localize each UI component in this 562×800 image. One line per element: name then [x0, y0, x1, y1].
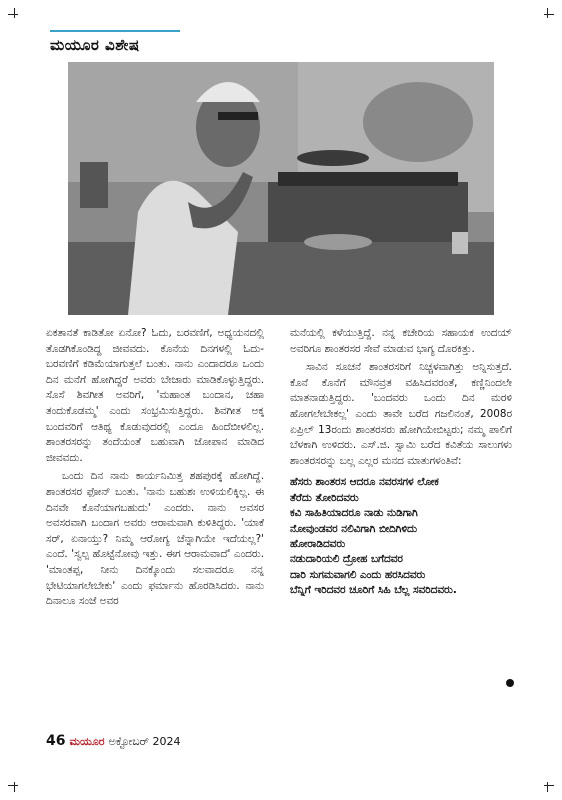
accent-bar — [50, 30, 180, 32]
crop-mark — [8, 775, 18, 786]
paragraph: ಮನೆಯಲ್ಲಿ ಕಳೆಯುತ್ತಿದ್ದೆ. ನನ್ನ ಕಚೇರಿಯ ಸಹಾಯಕ ಉದಯ್ ಅವರಿಗೂ ಶಾಂತರಸರ ಸೇವೆ ಮಾಡುವ ಭಾಗ್ಯ ದೊರಕಿತ್ತು. — [290, 327, 512, 355]
poem-line: ಬೆನ್ನಿಗೆ ಇರಿದವರ ಚೂರಿಗೆ ಸಿಹಿ ಬೆಲ್ಲ ಸವರಿದವರು. — [290, 584, 457, 597]
article-photo — [68, 62, 494, 315]
crop-mark — [544, 775, 554, 786]
magazine-logo: ಮಯೂರ — [69, 735, 105, 748]
paragraph: ಏಕತಾನತೆ ಕಾಡಿತೋ ಏನೋ? ಓದು, ಬರವಣಿಗೆ, ಅಧ್ಯಯನದಲ್ಲಿ ತೊಡಗಿಕೊಂಡಿದ್ದ ಜೀವವದು. ಕೊನೆಯ ದಿನಗಳಲ್ಲಿ ಓದು-ಬರವಣಿಗೆ ಕಡಿಮೆಯಾಗುತ್ತಲೆ ಬಂತು. ನಾನು ಎಂದಾದರೂ ಒಂದು ದಿನ ಮನೆಗೆ ಹೋಗಿದ್ದರೆ ಅವರು ಬೇಜಾರು ಮಾಡಿಕೊಳ್ಳುತ್ತಿದ್ದರು. ಸೊಸೆ ಶಿವಗೀತ ಅವರಿಗೆ, 'ಮಹಾಂತ ಬಂದಾನ, ಚಹಾ ತಂದುಕೊಡಮ್ಮ' ಎಂದು ಸಂಭ್ರಮಿಸುತ್ತಿದ್ದರು. ಶಿವಗೀತ ಅಕ್ಕ ಬಂದವರಿಗೆ ಆತಿಥ್ಯ ಕೊಡುವುದರಲ್ಲಿ ಎಂದೂ ಹಿಂದೆಬೀಳಲಿಲ್ಲ. ಶಾಂತರಸರನ್ನು ತಂದೆಯಂತೆ ಬಹುವಾಗಿ ಜೋಪಾನ ಮಾಡಿದ ಜೀವವದು. — [46, 327, 264, 464]
poem-line: ನೋವುಂಡವರ ನಲಿವಿಗಾಗಿ ಬೀದಿಗಿಳಿದು — [290, 522, 418, 535]
paragraph: ಸಾವಿನ ಸೂಚನೆ ಶಾಂತರಸರಿಗೆ ನಿಚ್ಚಳವಾಗಿತ್ತು ಅನ್ನಿಸುತ್ತದೆ. ಕೊನೆ ಕೊನೆಗೆ ಮೌನವ್ರತ ವಹಿಸಿದವರಂತೆ, ಕಣ್ಣಿನಿಂದಲೇ ಮಾತನಾಡುತ್ತಿದ್ದರು. 'ಬಂದವರು ಒಂದು ದಿನ ಮರಳಿ ಹೋಗಲೇಬೇಕಲ್ಲ' ಎಂದು ತಾವೇ ಬರೆದ ಗಜಲಿನಂತೆ, 2008ರ ಏಪ್ರಿಲ್ 13ರಂದು ಶಾಂತರಸರು ಹೋಗಿಯೇಬಿಟ್ಟರು; ನಮ್ಮ ಪಾಲಿಗೆ ಬೆಳಕಾಗಿ ಉಳಿದರು. ಎಸ್.ಜಿ. ಸ್ವಾಮಿ ಬರೆದ ಕವಿತೆಯ ಸಾಲುಗಳು ಶಾಂತರಸರನ್ನು ಬಲ್ಲ ಎಲ್ಲರ ಮನದ ಮಾತುಗಳಂತಿವೆ: — [290, 361, 512, 467]
poem-line: ಹೆಸರು ಶಾಂತರಸ ಆದರೂ ನವರಸಗಳ ಲೋಕ — [290, 476, 439, 489]
poem-line: ನಡುದಾರಿಯಲಿ ದ್ರೋಹ ಬಗೆದವರ — [290, 553, 403, 566]
crop-mark — [547, 782, 548, 792]
poem — [290, 475, 512, 598]
page-number: 46 — [46, 733, 66, 749]
issue-date: ಅಕ್ಟೋಬರ್ 2024 — [108, 735, 181, 748]
end-mark-icon — [506, 679, 514, 687]
poem-line: ದಾರಿ ಸುಗಮವಾಗಲಿ ಎಂದು ಹರಸಿದವರು — [290, 568, 426, 581]
crop-mark — [14, 782, 15, 792]
left-column — [46, 326, 264, 613]
poem-line: ಹೋರಾಡಿದವರು — [290, 537, 346, 550]
crop-mark — [14, 8, 15, 18]
section-title: ಮಯೂರ ವಿಶೇಷ — [50, 36, 140, 54]
poem-line: ತೆರೆದು ತೋರಿದವರು — [290, 491, 359, 504]
crop-mark — [544, 14, 554, 25]
right-column — [290, 326, 512, 599]
paragraph: ಒಂದು ದಿನ ನಾನು ಕಾರ್ಯನಿಮಿತ್ತ ಶಹಪುರಕ್ಕೆ ಹೋಗಿದ್ದೆ. ಶಾಂತರಸರ ಫೋನ್ ಬಂತು. 'ನಾನು ಬಹುಶಃ ಉಳಿಯಲಿಕ್ಕಿಲ್ಲ. ಈ ದಿನವೇ ಕೊನೆಯಾಗಬಹುದು' ಎಂದರು. ನಾನು ಅವಸರ ಅವಸರವಾಗಿ ಬಂದಾಗ ಅವರು ಆರಾಮವಾಗಿ ಕುಳಿತಿದ್ದರು. 'ಯಾಕೆ ಸರ್, ಏನಾಯ್ತು? ನಿಮ್ಮ ಆರೋಗ್ಯ ಚೆನ್ನಾಗಿಯೇ ಇದೆಯಲ್ಲ?' ಎಂದೆ. 'ಸ್ವಲ್ಪ ಹೊಟ್ಟೆನೋವು ಇತ್ತು. ಈಗ ಆರಾಮವಾದೆ' ಎಂದರು. 'ಮಾಂತಪ್ಪ, ನೀನು ದಿನಕ್ಕೊಂದು ಸಲವಾದರೂ ನನ್ನ ಭೇಟಿಯಾಗಲೇಬೇಕು' ಎಂದು ಫರ್ಮಾನು ಹೊರಡಿಸಿದರು. ನಾನು ದಿನಾಲೂ ಸಂಜೆ ಅವರ — [46, 470, 264, 608]
section-header — [50, 30, 180, 54]
crop-mark — [8, 14, 18, 25]
page-footer — [46, 733, 181, 749]
poem-line: ಕವಿ ಸಾಹಿತಿಯಾದರೂ ನಾಡು ನುಡಿಗಾಗಿ — [290, 507, 418, 520]
crop-mark — [547, 8, 548, 18]
